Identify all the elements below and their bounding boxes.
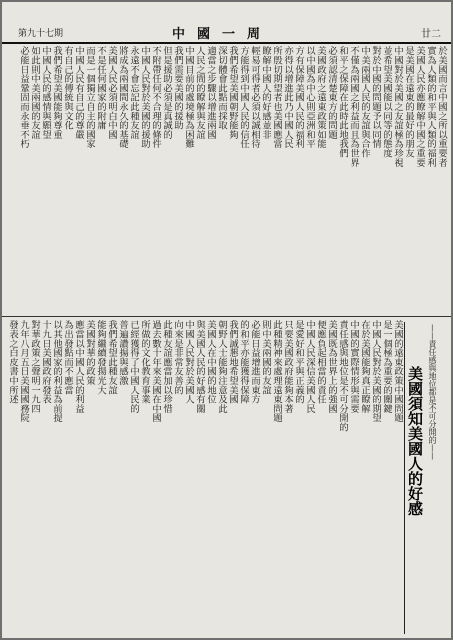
page-header [2,2,451,44]
text-column: 中國人民對於美國人 [183,320,194,404]
text-column: 是美國在遠東的最好的朋友 [403,46,414,158]
text-column: 實為人類的和平與人類的福利 [425,46,436,167]
text-column: 為出發點而不應當 [62,320,73,395]
text-column: 發表之白皮書中所述 [7,320,18,404]
text-column: 對於中國的問題予以同情 [370,46,381,149]
text-column: 深切體會此點而採取 [216,46,227,130]
text-column: 必能日益增進而東方 [249,320,260,404]
text-column: 中國的實際情形與需要 [348,320,359,413]
text-column: 中國目前的處境極為困難 [183,46,194,149]
text-column: 和平之保障在此時此地我們 [337,46,348,158]
page-number: 廿二 [421,29,441,40]
text-column: 中國人民對於美國的期望 [370,320,381,423]
text-column: 我們希望美國朝野能夠 [227,46,238,139]
text-column: 美國既為世界上的強國 [326,320,337,413]
text-column: 十九日美國政府發表 [40,320,51,404]
text-column: 中國人民的感情與願望 [40,46,51,139]
text-column: 中國人民對於美國的援助 [139,46,150,149]
text-column: 如此則中美兩國的友誼 [29,46,40,139]
text-column: 而是一個獨立自主的國家 [84,46,95,149]
text-column: 此種精神來處理遠東問題 [271,320,282,423]
text-column: 永遠不會忘記此種友誼 [128,46,139,139]
text-column: 所殷切期望者也美國應當 [271,46,282,149]
text-column: 過去數十年來美國在中國 [150,320,161,423]
article-subheading: ——責任感與地位都是不可分開的—— [428,324,437,460]
section-divider [2,316,451,317]
text-column: 將成為兩國間永久的基礎 [117,46,128,149]
issue-number: 第九十七期 [18,29,64,39]
text-column: 人民之間的瞭解與友誼 [194,46,205,139]
text-column: 美國人民亦應瞭解中國之重要 [414,46,425,167]
heading-rule [404,322,405,634]
text-column: 則中美兩國的友誼 [260,320,271,395]
text-column: 於美國而言中國之所以重要者 [436,46,447,167]
text-column: 普遍讚揚與感激 [117,320,128,386]
text-column: 美國對華的政策 [84,320,95,386]
text-column: 朝野人士能夠注意及此 [216,320,227,413]
text-column: 美國人民必須明白中國 [106,46,117,139]
newspaper-page [2,2,451,638]
text-column: 必能日益鞏固而永垂不朽 [18,46,29,149]
text-column: 九年八月五日美國國務院 [18,320,29,423]
text-column: 只要美國政府能夠本著 [282,320,293,413]
text-column: 不是任何國家的附庸 [95,46,106,130]
text-column: 方有保障美國人民的福利 [293,46,304,149]
article-heading: 美國須知美國人的好感 [406,366,424,516]
text-column: 對華政策之聲明一九四 [29,320,40,413]
text-column: 美國政府之遠東政策如能 [315,46,326,149]
text-column: 與美國人民的好感有關 [194,320,205,413]
top-text-block [16,46,446,314]
text-column: 輕易可得者必須以誠相待 [249,46,260,149]
text-column: 中國對於美國之友誼極為珍視 [392,46,403,167]
text-column: 以中國為中心則亞洲和平 [304,46,315,149]
text-column: 是愛好和平與正義的 [293,320,304,404]
text-column: 是一個極為重要的關鍵 [381,320,392,413]
text-column: 我們希望此種友誼 [106,320,117,395]
publication-title: 中國一周 [172,27,273,42]
text-column: 責任感與地位是不可分開的 [337,320,348,432]
text-column: 方能得到中國人民的信任 [238,46,249,149]
text-column: 亦得以增進此乃中國人民 [282,46,293,149]
text-column: 瞭解中國人的好感並非 [260,46,271,139]
text-column: 能夠繼續發揚光大 [95,320,106,395]
text-column: 此種友誼應當加以珍惜 [161,320,172,413]
bottom-text-block [7,320,403,636]
text-column: 中國人民有自己的尊嚴 [73,46,84,139]
text-column: 中國人民深信美國人民 [304,320,315,413]
text-column: 向來是非常友善的 [172,320,183,395]
text-column: 有自己的傳統與文化 [62,46,73,130]
text-column: 必須認清楚東方的問題 [326,46,337,139]
text-column: 以其他國家的利益為前提 [51,320,62,423]
text-column: 中美兩國人民的友誼與合作 [359,46,370,158]
text-column: 在於美國能夠真正瞭解 [359,320,370,413]
text-column: 美國的遠東政策中國問題 [392,320,403,423]
text-column: 並希望美國能以同等的態度 [381,46,392,158]
text-column: 不僅為兩國之利益而且為世界 [348,46,359,167]
text-column: 我們希望美國能夠尊重 [51,46,62,139]
text-column: 便應負起相當的責任 [315,320,326,404]
text-column: 不附帶任何不合理的條件 [150,46,161,149]
text-column: 的和平亦能獲得保障 [238,320,249,404]
text-column: 我們需要美國的援助 [172,46,183,130]
text-column: 已經獲得了中國人民的 [128,320,139,413]
text-column: 但是援助必須是真誠的 [161,46,172,139]
text-column: 所做的文化教育事業 [139,320,150,404]
text-column: 美國人在中國的地位 [205,320,216,404]
text-column: 我們誠懇地希望美國 [227,320,238,404]
text-column: 適當之步驟以增進兩國 [205,46,216,139]
text-column: 應當以中國人民的利益 [73,320,84,413]
